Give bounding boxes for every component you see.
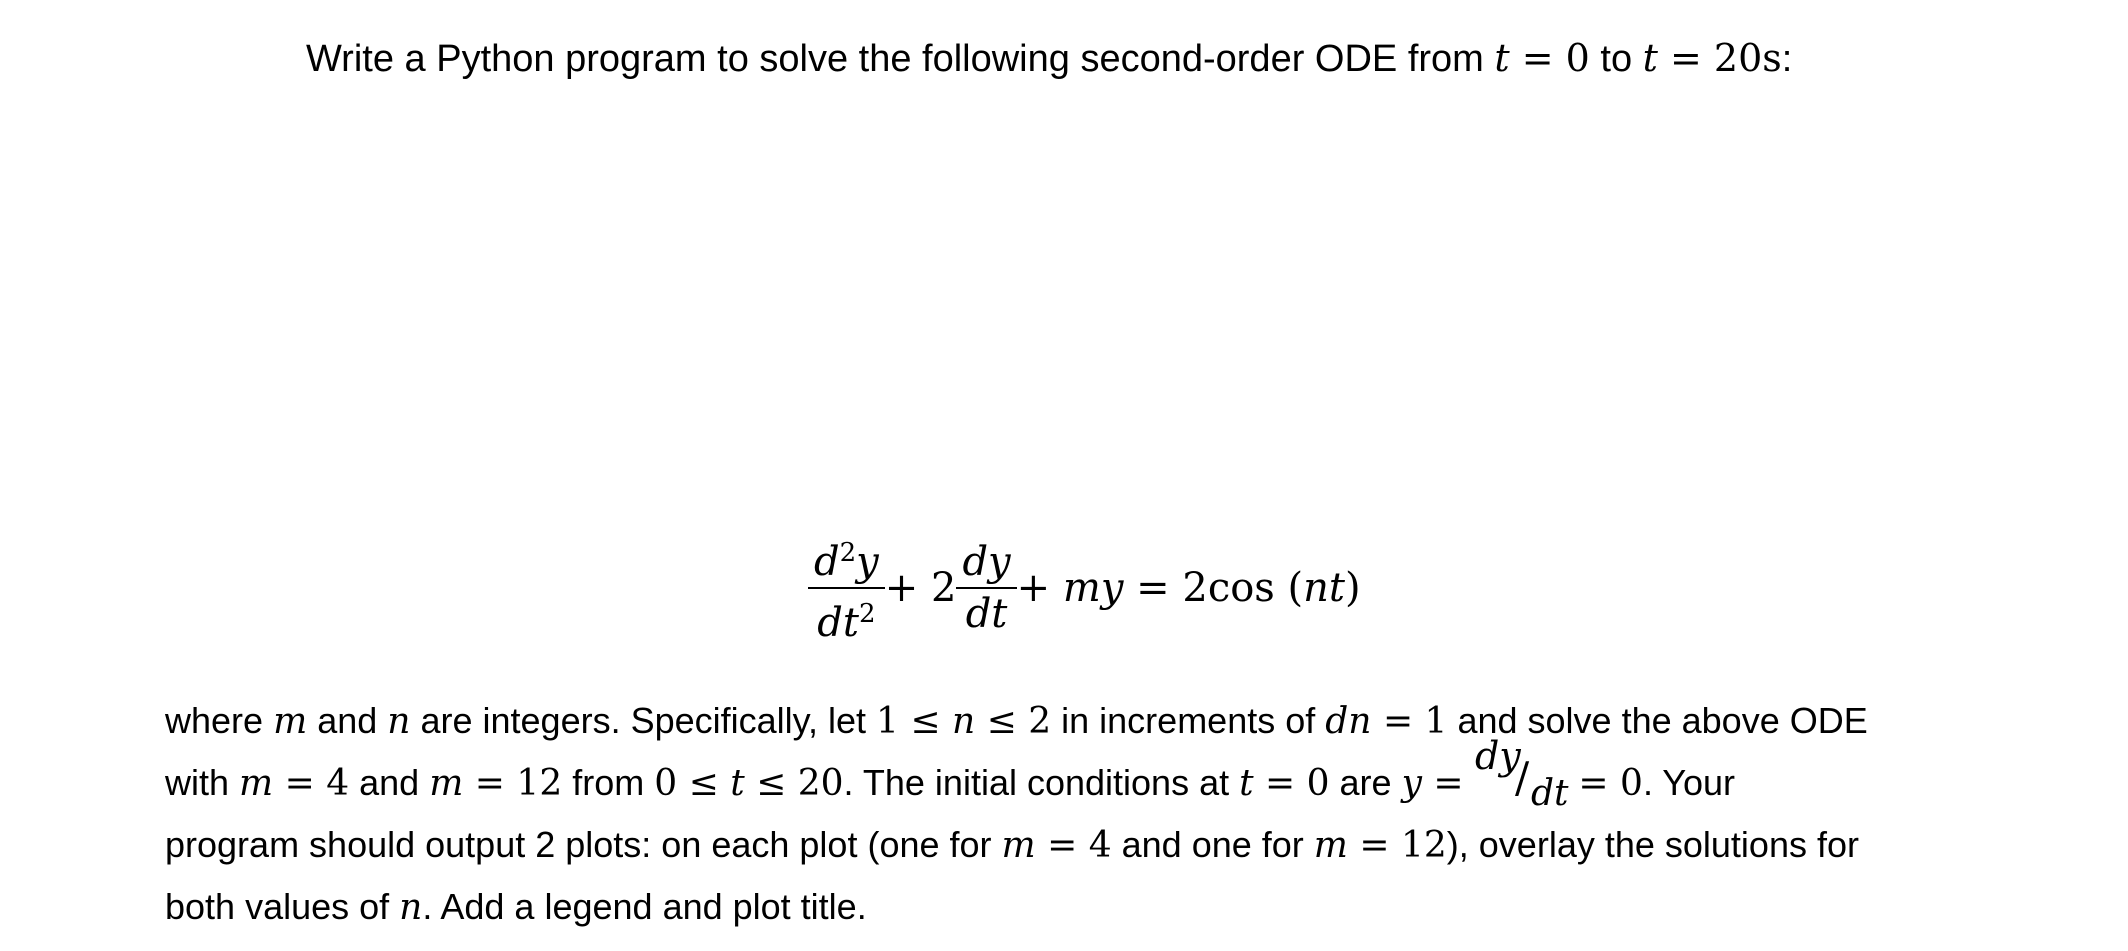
fraction-slash: / — [1514, 753, 1530, 802]
superscript-2: 2 — [839, 538, 857, 568]
second-derivative-fraction — [808, 528, 885, 648]
text: and one for — [1111, 824, 1314, 865]
math-equals-twenty: = 20s — [1657, 36, 1782, 80]
math-var-n: n — [399, 887, 423, 928]
math-var-m: m — [1313, 825, 1348, 866]
equals-cos: = 2cos ( — [1123, 565, 1304, 611]
math-var-m: m — [239, 763, 274, 804]
math-equals: = — [1421, 763, 1475, 804]
fraction-numerator — [808, 528, 885, 587]
symbol-d: d — [814, 539, 840, 585]
text: in increments of — [1051, 700, 1326, 741]
math-inequality: ≤ 20 — [744, 763, 844, 804]
close-paren: ) — [1345, 565, 1361, 611]
fraction-denominator — [808, 587, 885, 648]
math-equals-four: = 4 — [1035, 825, 1112, 866]
fraction-numerator: dy — [1474, 734, 1521, 778]
math-equals-zero: = 0 — [1253, 763, 1330, 804]
math-var-t: t — [730, 763, 745, 804]
math-inequality: ≤ 2 — [975, 701, 1052, 742]
plus-two: + 2 — [884, 565, 957, 611]
text: ), overlay the solutions for — [1446, 824, 1859, 865]
math-var-m: m — [429, 763, 464, 804]
text: both values of — [165, 886, 400, 927]
text: and solve the above ODE — [1447, 700, 1868, 741]
math-equals-one: = 1 — [1371, 701, 1448, 742]
problem-description — [165, 690, 2045, 938]
math-equals-zero: = 0 — [1566, 763, 1643, 804]
fraction-denominator: dt — [1530, 773, 1569, 814]
dy-dt-slash-fraction — [1474, 734, 1569, 814]
math-var-t: t — [1642, 36, 1658, 80]
math-var-y: y — [1401, 763, 1422, 804]
math-var-dn: dn — [1325, 701, 1372, 742]
symbol-y: y — [856, 539, 879, 585]
paragraph-line-1 — [165, 690, 2045, 752]
first-derivative-fraction — [956, 537, 1016, 639]
equation-rest — [1017, 565, 1361, 611]
text: program should output 2 plots: on each plot (one for — [165, 824, 1002, 865]
paragraph-line-2 — [165, 734, 2045, 814]
text: are integers. Specifically, let — [410, 700, 877, 741]
math-var-m: m — [273, 701, 308, 742]
math-equals-four: = 4 — [273, 763, 350, 804]
math-inequality: 1 ≤ — [876, 701, 952, 742]
math-inequality: 0 ≤ — [654, 763, 731, 804]
problem-statement-heading — [306, 30, 1792, 87]
math-equals-twelve: = 12 — [1347, 825, 1447, 866]
math-var-t: t — [1494, 36, 1510, 80]
term-nt: nt — [1303, 565, 1345, 611]
ode-equation — [808, 528, 1361, 658]
math-var-n: n — [387, 701, 411, 742]
text: . The initial conditions at — [843, 762, 1240, 803]
text: are — [1329, 762, 1402, 803]
text: . Your — [1642, 762, 1736, 803]
text: where — [165, 700, 274, 741]
text: from — [562, 762, 655, 803]
plus-sign: + — [1016, 565, 1063, 611]
text: and — [307, 700, 388, 741]
term-my: my — [1062, 565, 1124, 611]
heading-colon: : — [1781, 38, 1793, 80]
math-var-n: n — [951, 701, 976, 742]
math-var-m: m — [1001, 825, 1036, 866]
text: with — [165, 762, 240, 803]
fraction-denominator: dt — [956, 587, 1016, 639]
text: and — [349, 762, 430, 803]
paragraph-line-4 — [165, 876, 2045, 938]
text: . Add a legend and plot title. — [422, 886, 867, 927]
heading-text: Write a Python program to solve the following second-order ODE from — [306, 38, 1495, 80]
paragraph-line-3 — [165, 814, 2045, 876]
fraction-numerator: dy — [962, 539, 1011, 585]
math-var-t: t — [1239, 763, 1254, 804]
superscript-2: 2 — [858, 599, 876, 629]
symbol-dt: dt — [817, 600, 859, 646]
heading-text-to: to — [1589, 38, 1643, 80]
math-equals-twelve: = 12 — [463, 763, 563, 804]
math-equals-zero: = 0 — [1509, 36, 1590, 80]
